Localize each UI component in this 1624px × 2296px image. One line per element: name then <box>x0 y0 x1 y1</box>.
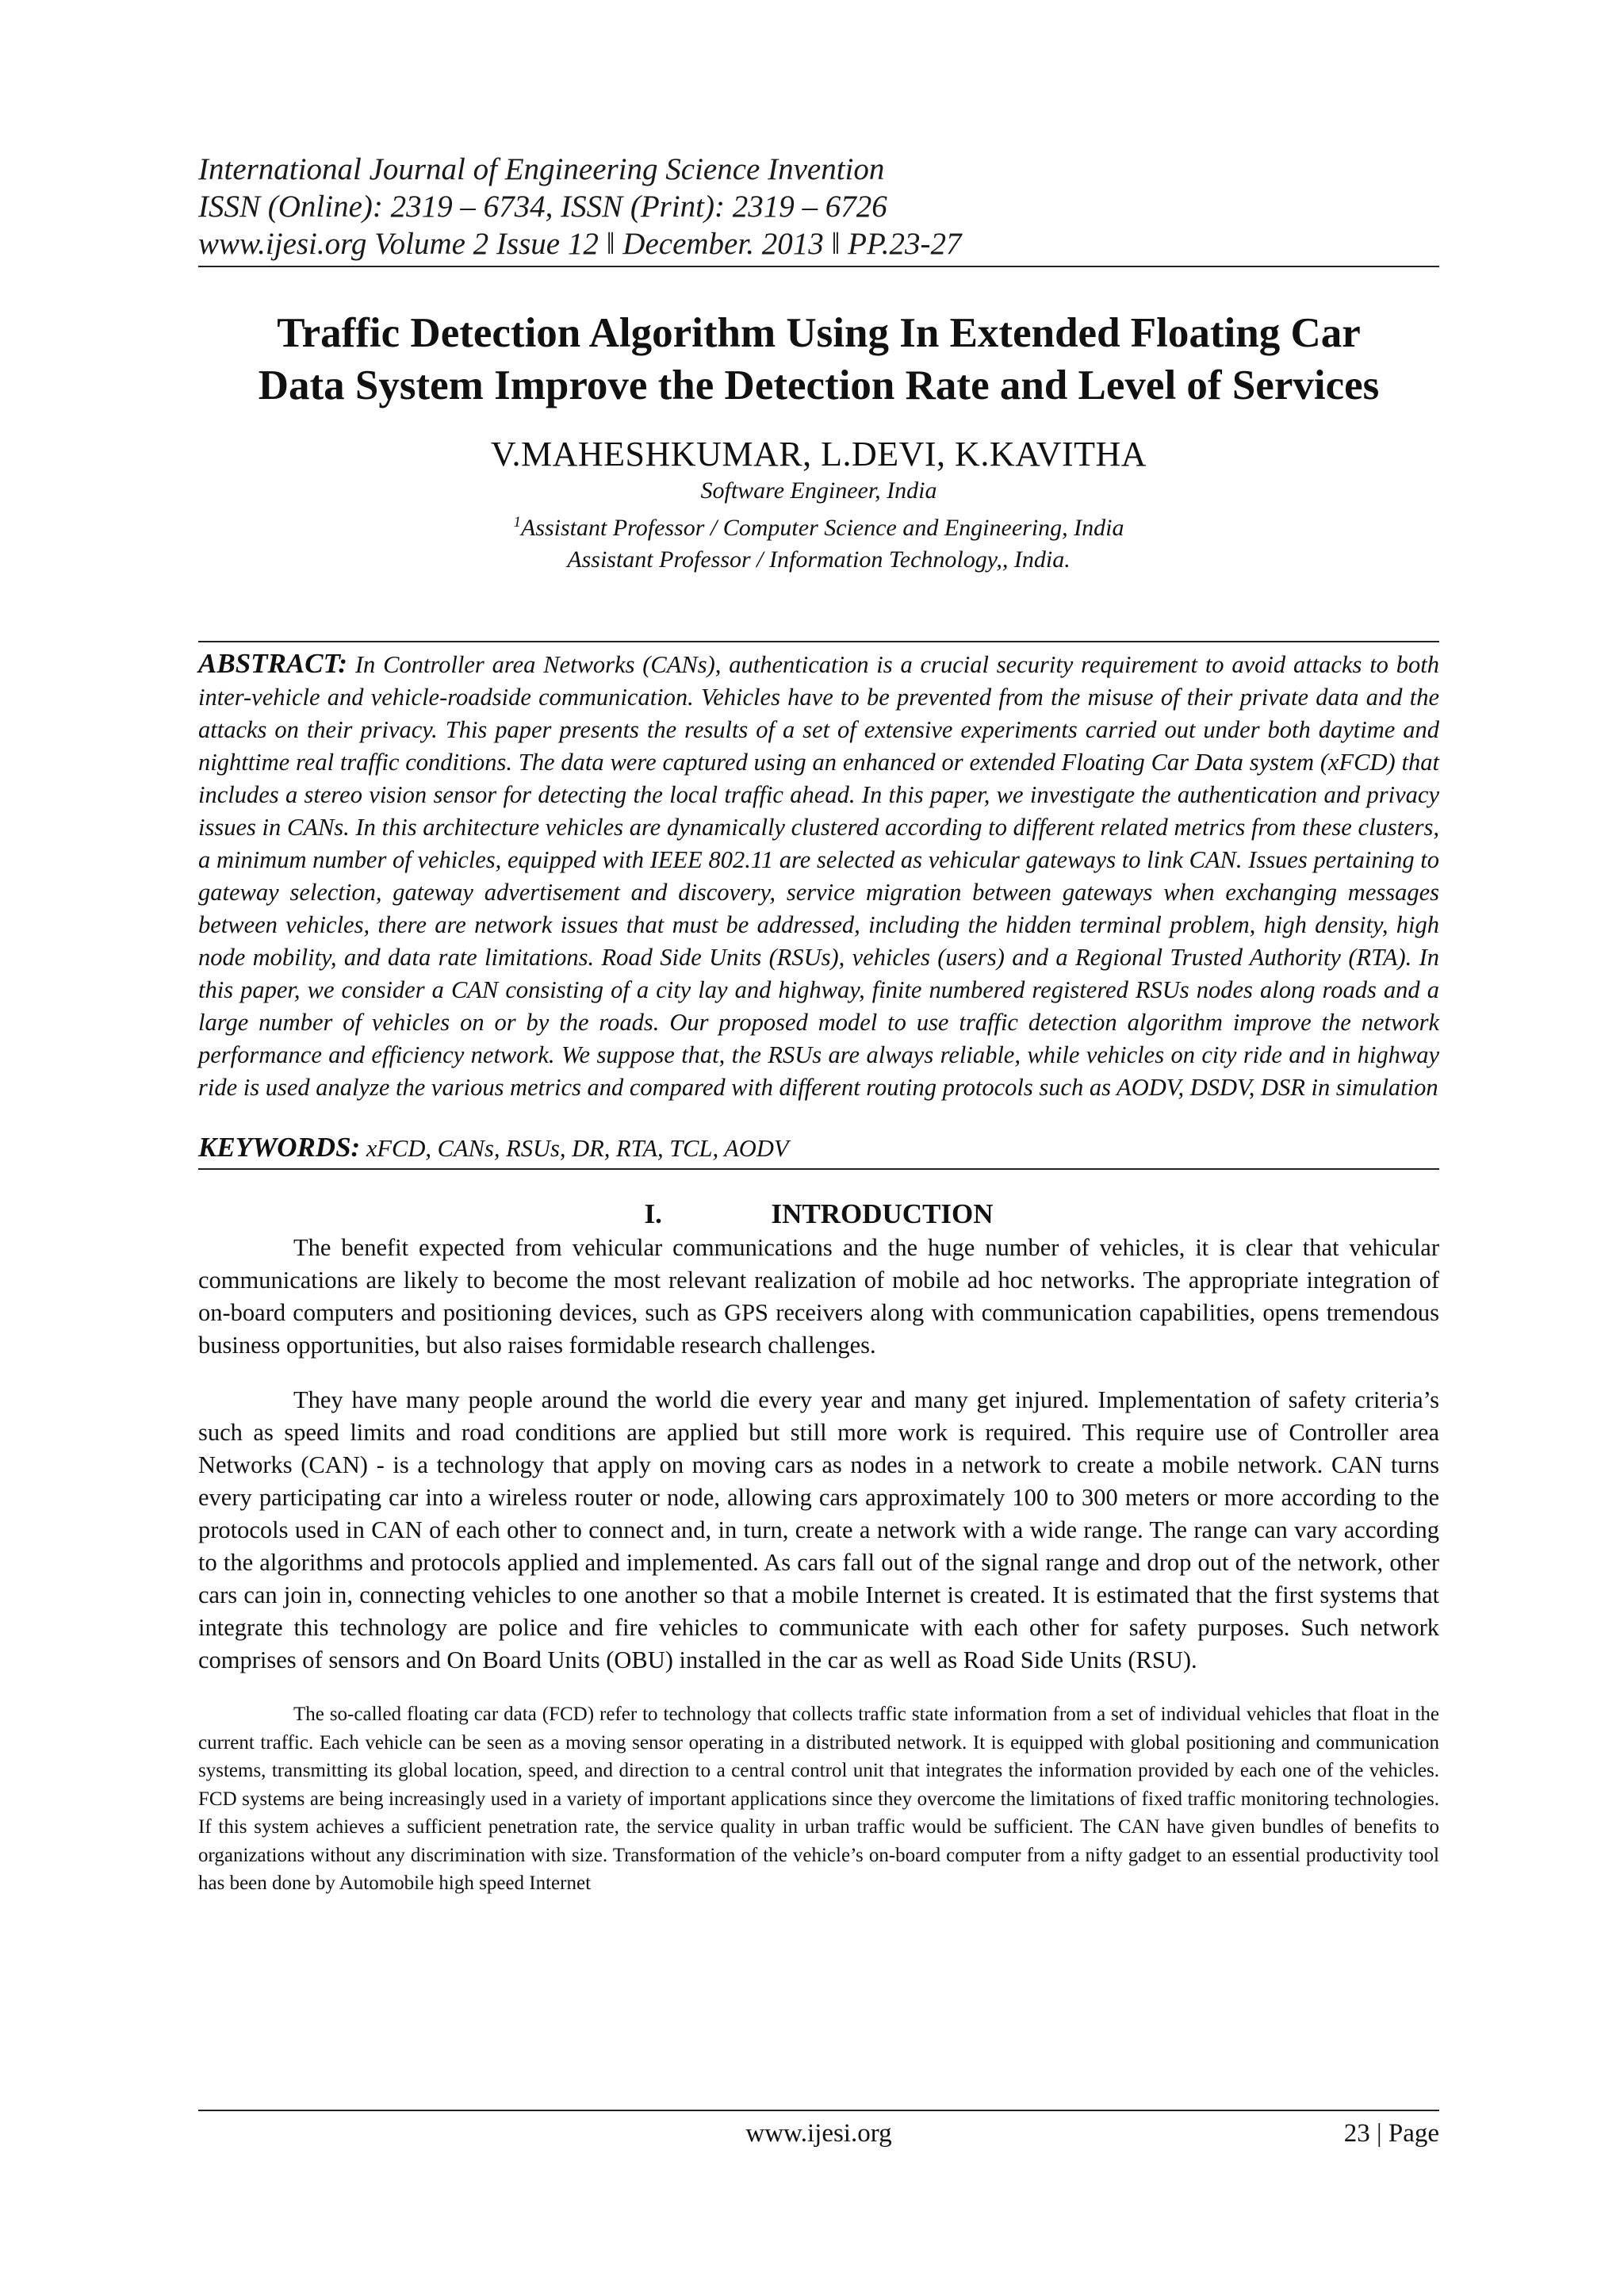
intro-paragraph-3: The so-called floating car data (FCD) refer to technology that collects traffic state information from a set of individual vehicles that float in the current traffic. Each vehicle can be seen as a moving sensor operating in a distributed network. It is equipped with global positioning and communication systems, transmitting its global location, speed, and direction to a central control unit that integrates the information provided by each one of the vehicles. FCD systems are being increasingly used in a variety of important applications since they overcome the limitations of fixed traffic monitoring technologies. If this system achieves a sufficient penetration rate, the service quality in urban traffic would be sufficient. The CAN have given bundles of benefits to organizations without any discrimination with size. Transformation of the vehicle’s on-board computer from a nifty gadget to an essential productivity tool has been done by Automobile high speed Internet <box>198 1704 1439 1894</box>
section-number: I. <box>644 1198 662 1229</box>
footer-line <box>198 2119 1439 2154</box>
paper-title-line-2: Data System Improve the Detection Rate and Level of Services <box>258 362 1380 408</box>
intro-paragraph-1: The benefit expected from vehicular communications and the huge number of vehicles, it is clear that vehicular communications are likely to become the most relevant realization of mobile ad hoc networks. The appropriate integration of on-board computers and positioning devices, such as GPS receivers along with communication capabilities, opens tremendous business opportunities, but also raises formidable research challenges. <box>198 1234 1439 1359</box>
paper-title <box>198 307 1439 412</box>
journal-issn: ISSN (Online): 2319 – 6734, ISSN (Print): 2319 – 6726 <box>198 190 887 224</box>
intro-paragraph-2: They have many people around the world die every year and many get injured. Implementation of safety criteria’s such as speed limits and road conditions are applied but still more work is required. This require use of Controller area Networks (CAN) - is a technology that apply on moving cars as nodes in a network to create a mobile network. CAN turns every participating car into a wireless router or node, allowing cars approximately 100 to 300 meters or more according to the protocols used in CAN of each other to connect and, in turn, create a network with a wide range. The range can vary according to the algorithms and protocols applied and implemented. As cars fall out of the signal range and drop out of the network, other cars can join in, connecting vehicles to one another so that a mobile Internet is created. It is estimated that the first systems that integrate this technology are police and fire vehicles to communicate with each other for safety purposes. Such network comprises of sensors and On Board Units (OBU) installed in the car as well as Road Side Units (RSU). <box>198 1386 1439 1673</box>
abstract <box>198 647 1439 1104</box>
affiliation-2 <box>198 507 1439 544</box>
footer-page-number: 23 | Page <box>1343 2119 1439 2148</box>
keywords-divider <box>198 1168 1439 1170</box>
keywords-label: KEYWORDS: <box>198 1132 361 1163</box>
abstract-label: ABSTRACT: <box>198 648 348 679</box>
footer-website: www.ijesi.org <box>745 2119 892 2148</box>
journal-volume: www.ijesi.org Volume 2 Issue 12 ǁ December. 2013 ǁ PP.23-27 <box>198 227 962 261</box>
affiliation-1: Software Engineer, India <box>700 477 937 504</box>
journal-header <box>198 151 1439 263</box>
keywords-text: xFCD, CANs, RSUs, DR, RTA, TCL, AODV <box>366 1135 789 1162</box>
author-list: V.MAHESHKUMAR, L.DEVI, K.KAVITHA <box>490 435 1147 473</box>
section-title: INTRODUCTION <box>771 1198 994 1229</box>
abstract-divider <box>198 641 1439 642</box>
abstract-text: In Controller area Networks (CANs), authentication is a crucial security requirement to avoid attacks to both inter-vehicle and vehicle-roadside communication. Vehicles have to be prevented from the misuse of their private data and the attacks on their privacy. This paper presents the results of a set of extensive experiments carried out under both daytime and nighttime real traffic conditions. The data were captured using an enhanced or extended Floating Car Data system (xFCD) that includes a stereo vision sensor for detecting the local traffic ahead. In this paper, we investigate the authentication and privacy issues in CANs. In this architecture vehicles are dynamically clustered according to different related metrics from these clusters, a minimum number of vehicles, equipped with IEEE 802.11 are selected as vehicular gateways to link CAN. Issues pertaining to gateway selection, gateway advertisement and discovery, service migration between gateways when exchanging messages between vehicles, there are network issues that must be addressed, including the hidden terminal problem, high density, high node mobility, and data rate limitations. Road Side Units (RSUs), vehicles (users) and a Regional Trusted Authority (RTA). In this paper, we consider a CAN consisting of a city lay and highway, finite numbered registered RSUs nodes along roads and a large number of vehicles on or by the roads. Our proposed model to use traffic detection algorithm improve the network performance and efficiency network. We suppose that, the RSUs are always reliable, while vehicles on city ride and in highway ride is used analyze the various metrics and compared with different routing protocols such as AODV, DSDV, DSR in simulation <box>198 651 1439 1101</box>
journal-name: International Journal of Engineering Science Invention <box>198 152 885 186</box>
affiliations <box>198 475 1439 576</box>
footer-divider <box>198 2110 1439 2111</box>
affiliation-2-text: Assistant Professor / Computer Science and Engineering, India <box>521 515 1124 541</box>
header-divider <box>198 266 1439 267</box>
keywords <box>198 1131 1439 1165</box>
affiliation-3: Assistant Professor / Information Technology,, India. <box>567 546 1071 573</box>
section-heading-introduction <box>198 1197 1439 1232</box>
paper-page <box>198 151 1439 1898</box>
page-footer <box>198 2110 1439 2154</box>
paper-title-line-1: Traffic Detection Algorithm Using In Extended Floating Car <box>277 310 1361 356</box>
affiliation-2-marker: 1 <box>513 514 521 531</box>
